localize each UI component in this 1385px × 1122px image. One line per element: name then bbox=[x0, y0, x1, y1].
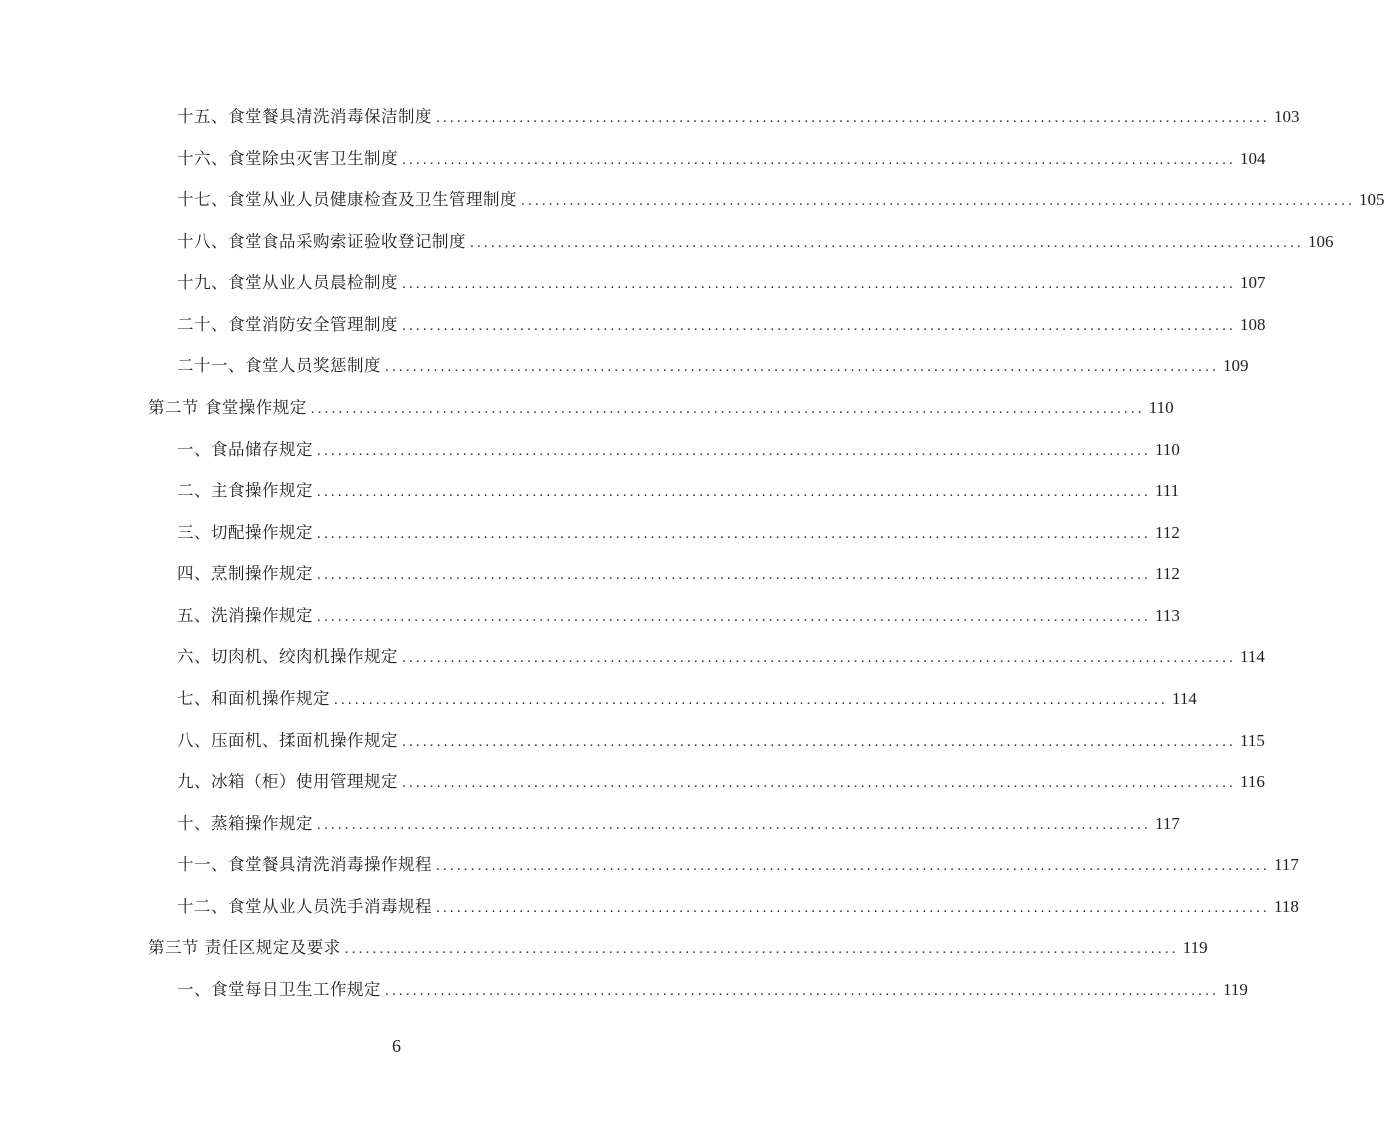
toc-entry-title: 二十、食堂消防安全管理制度 bbox=[177, 314, 398, 334]
toc-entry[interactable] bbox=[177, 645, 1265, 669]
toc-entry-title: 十、蒸箱操作规定 bbox=[177, 813, 313, 833]
toc-entry-page: 107 bbox=[1240, 273, 1266, 293]
toc-entry[interactable] bbox=[177, 438, 1180, 462]
toc-entry-title: 五、洗消操作规定 bbox=[177, 605, 313, 625]
toc-entry-title: 十七、食堂从业人员健康检查及卫生管理制度 bbox=[177, 190, 517, 210]
dot-leader: ........................................................................................................................ bbox=[344, 941, 1179, 958]
toc-entry-page: 117 bbox=[1274, 855, 1299, 875]
toc-entry-title: 十六、食堂除虫灭害卫生制度 bbox=[177, 148, 398, 168]
toc-entry-title: 十九、食堂从业人员晨检制度 bbox=[177, 273, 398, 293]
toc-entry-title: 一、食堂每日卫生工作规定 bbox=[177, 979, 381, 999]
toc-entry-title: 四、烹制操作规定 bbox=[177, 564, 313, 584]
toc-entry-title: 二十一、食堂人员奖惩制度 bbox=[177, 356, 381, 376]
toc-entry[interactable] bbox=[177, 105, 1300, 129]
toc-entry[interactable] bbox=[177, 521, 1180, 545]
toc-entry[interactable] bbox=[177, 729, 1265, 753]
dot-leader: ........................................................................................................................ bbox=[402, 650, 1236, 667]
dot-leader: ........................................................................................................................ bbox=[470, 234, 1304, 251]
toc-entry[interactable] bbox=[177, 479, 1180, 503]
toc-entry-page: 114 bbox=[1240, 647, 1265, 667]
toc-entry[interactable] bbox=[177, 230, 1334, 254]
toc-entry-page: 116 bbox=[1240, 772, 1265, 792]
toc-entry-page: 119 bbox=[1223, 979, 1248, 999]
toc-entry-page: 112 bbox=[1155, 564, 1180, 584]
toc-entry-page: 114 bbox=[1172, 688, 1197, 708]
dot-leader: ........................................................................................................................ bbox=[436, 110, 1270, 126]
toc-entry-title: 二、主食操作规定 bbox=[177, 481, 313, 501]
toc-entry-page: 106 bbox=[1308, 231, 1334, 251]
toc-entry[interactable] bbox=[177, 687, 1197, 711]
toc-entry[interactable] bbox=[177, 354, 1249, 378]
toc-entry[interactable] bbox=[177, 812, 1180, 836]
toc-entry-page: 109 bbox=[1223, 356, 1249, 376]
dot-leader: ........................................................................................................................ bbox=[385, 982, 1219, 999]
toc-entry-page: 104 bbox=[1240, 148, 1266, 168]
dot-leader: ........................................................................................................................ bbox=[317, 442, 1151, 459]
dot-leader: ........................................................................................................................ bbox=[436, 899, 1270, 916]
toc-entry[interactable] bbox=[177, 853, 1299, 877]
toc-entry-page: 111 bbox=[1155, 481, 1180, 501]
toc-entry-page: 110 bbox=[1148, 397, 1174, 417]
toc-entry[interactable] bbox=[177, 188, 1385, 212]
dot-leader: ........................................................................................................................ bbox=[317, 816, 1151, 833]
toc-entry-page: 105 bbox=[1359, 190, 1385, 210]
toc-entry-page: 110 bbox=[1155, 439, 1180, 459]
dot-leader: ........................................................................................................................ bbox=[402, 733, 1236, 750]
toc-entry[interactable] bbox=[177, 313, 1266, 337]
dot-leader: ........................................................................................................................ bbox=[310, 400, 1145, 417]
toc-entry[interactable] bbox=[177, 147, 1266, 171]
dot-leader: ........................................................................................................................ bbox=[317, 567, 1151, 584]
page-number: 6 bbox=[392, 1036, 401, 1056]
toc-entry[interactable] bbox=[177, 770, 1265, 794]
dot-leader: ........................................................................................................................ bbox=[402, 775, 1236, 792]
dot-leader: ........................................................................................................................ bbox=[385, 359, 1219, 376]
toc-entry-page: 112 bbox=[1155, 522, 1180, 542]
toc-entry-page: 103 bbox=[1274, 107, 1300, 126]
toc-entry-page: 108 bbox=[1240, 314, 1266, 334]
toc-entry-title: 第三节 责任区规定及要求 bbox=[148, 938, 341, 958]
toc-section-entry[interactable] bbox=[148, 936, 1208, 960]
dot-leader: ........................................................................................................................ bbox=[334, 691, 1168, 708]
toc-section-entry[interactable] bbox=[148, 396, 1174, 420]
toc-entry-page: 115 bbox=[1240, 730, 1265, 750]
toc-entry-title: 一、食品储存规定 bbox=[177, 439, 313, 459]
toc-entry-title: 第二节 食堂操作规定 bbox=[148, 397, 307, 417]
toc-entry[interactable] bbox=[177, 895, 1299, 919]
dot-leader: ........................................................................................................................ bbox=[317, 484, 1151, 501]
dot-leader: ........................................................................................................................ bbox=[436, 858, 1270, 875]
dot-leader: ........................................................................................................................ bbox=[402, 276, 1236, 293]
dot-leader: ........................................................................................................................ bbox=[521, 193, 1355, 210]
toc-entry-title: 十五、食堂餐具清洗消毒保洁制度 bbox=[177, 107, 432, 126]
toc-entry[interactable] bbox=[177, 271, 1266, 295]
dot-leader: ........................................................................................................................ bbox=[402, 317, 1236, 334]
toc-entry-title: 七、和面机操作规定 bbox=[177, 688, 330, 708]
toc-entry-page: 113 bbox=[1155, 605, 1180, 625]
toc-entry-title: 十八、食堂食品采购索证验收登记制度 bbox=[177, 231, 466, 251]
toc-entry-page: 117 bbox=[1155, 813, 1180, 833]
toc-entry-title: 三、切配操作规定 bbox=[177, 522, 313, 542]
toc-entry[interactable] bbox=[177, 562, 1180, 586]
toc-entry[interactable] bbox=[177, 604, 1180, 628]
toc-entry-title: 十二、食堂从业人员洗手消毒规程 bbox=[177, 896, 432, 916]
toc-entry[interactable] bbox=[177, 978, 1248, 1002]
dot-leader: ........................................................................................................................ bbox=[402, 151, 1236, 168]
toc-entry-title: 九、冰箱（柜）使用管理规定 bbox=[177, 772, 398, 792]
toc-entry-title: 六、切肉机、绞肉机操作规定 bbox=[177, 647, 398, 667]
toc-entry-page: 119 bbox=[1182, 938, 1208, 958]
dot-leader: ........................................................................................................................ bbox=[317, 608, 1151, 625]
dot-leader: ........................................................................................................................ bbox=[317, 525, 1151, 542]
toc-entry-title: 十一、食堂餐具清洗消毒操作规程 bbox=[177, 855, 432, 875]
toc-entry-page: 118 bbox=[1274, 896, 1299, 916]
toc-entry-title: 八、压面机、揉面机操作规定 bbox=[177, 730, 398, 750]
